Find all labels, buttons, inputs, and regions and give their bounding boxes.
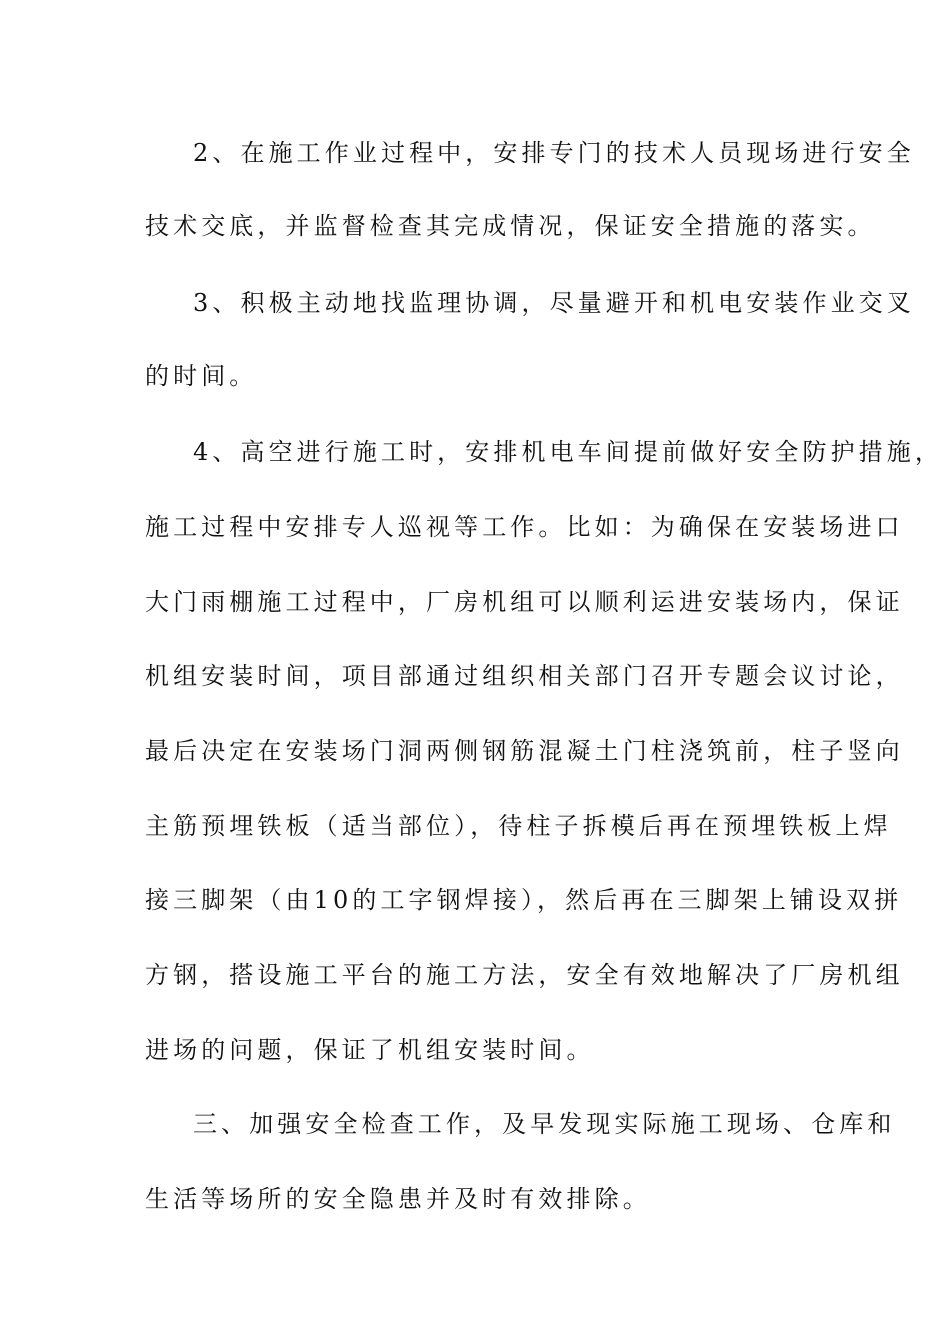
- paragraph-4-line-1: 4、高空进行施工时，安排机电车间提前做好安全防护措施，: [193, 438, 943, 466]
- paragraph-4-line-3: 大门雨棚施工过程中，厂房机组可以顺利运进安装场内，保证: [145, 588, 904, 616]
- paragraph-4-line-4: 机组安装时间，项目部通过组织相关部门召开专题会议讨论，: [145, 662, 904, 690]
- paragraph-3-line-1: 3、积极主动地找监理协调，尽量避开和机电安装作业交叉: [193, 289, 915, 317]
- paragraph-4-line-9: 进场的问题，保证了机组安装时间。: [145, 1036, 595, 1064]
- paragraph-4-line-6: 主筋预埋铁板（适当部位），待柱子拆模后再在预埋铁板上焊: [145, 812, 892, 840]
- section-3-line-1: 三、加强安全检查工作，及早发现实际施工现场、仓库和: [193, 1110, 896, 1138]
- section-3-line-2: 生活等场所的安全隐患并及时有效排除。: [145, 1185, 651, 1213]
- paragraph-4-line-2: 施工过程中安排专人巡视等工作。比如：为确保在安装场进口: [145, 513, 904, 541]
- paragraph-2-line-2: 技术交底，并监督检查其完成情况，保证安全措施的落实。: [145, 212, 876, 240]
- paragraph-4-line-5: 最后决定在安装场门洞两侧钢筋混凝土门柱浇筑前，柱子竖向: [145, 737, 904, 765]
- paragraph-3-line-2: 的时间。: [145, 362, 258, 390]
- paragraph-4-line-8: 方钢，搭设施工平台的施工方法，安全有效地解决了厂房机组: [145, 961, 904, 989]
- paragraph-2-line-1: 2、在施工作业过程中，安排专门的技术人员现场进行安全: [193, 139, 915, 167]
- paragraph-4-line-7: 接三脚架（由10的工字钢焊接），然后再在三脚架上铺设双拼: [145, 886, 903, 914]
